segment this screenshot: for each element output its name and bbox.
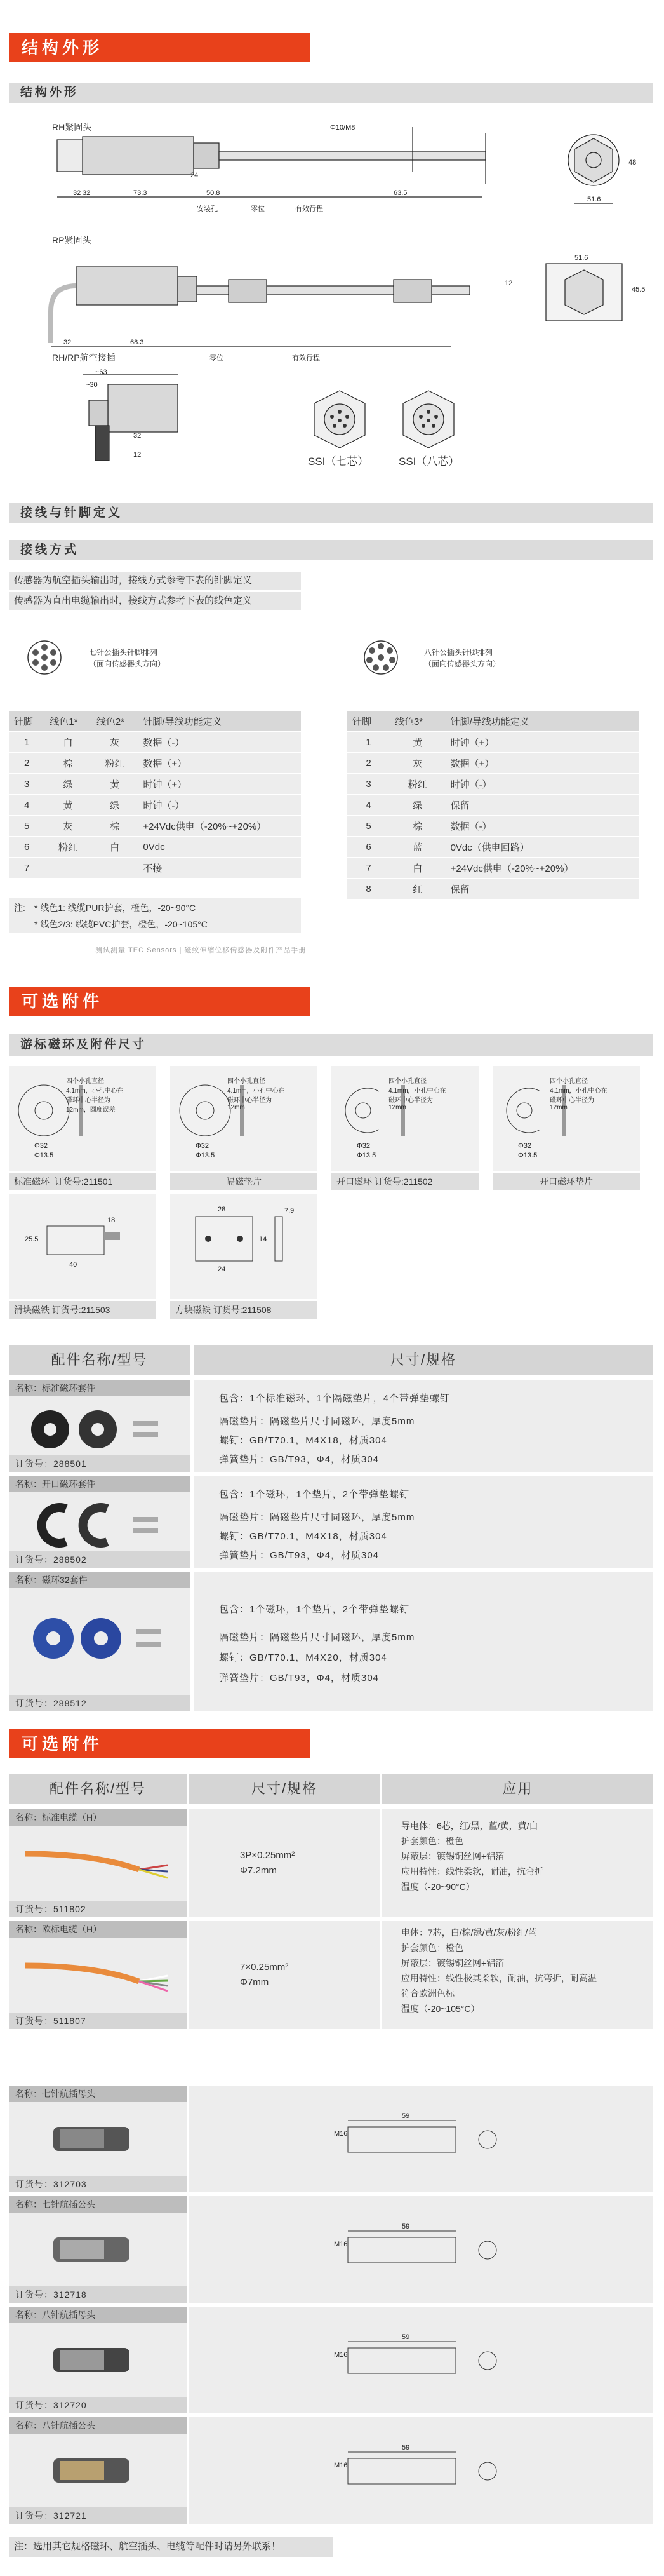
wiring-line2: 传感器为直出电缆输出时，接线方式参考下表的线色定义 — [9, 592, 301, 610]
connector-item-7m — [9, 2196, 187, 2303]
section-banner-accessories: 可选附件 — [9, 987, 310, 1016]
cell: 白 — [44, 732, 91, 753]
connector-drawing-8m — [189, 2417, 653, 2524]
seven-core-desc: 七针公插头针脚排列（面向传感器头方向） — [89, 648, 166, 668]
pin-notes — [9, 898, 301, 933]
dim-conn-12: 12 — [133, 451, 142, 459]
note2: * 线色2/3: 线缆PVC护套，橙色，-20~105°C — [34, 919, 208, 929]
kit-line: 弹簧垫片：GB/T93，Φ4，材质304 — [219, 1454, 380, 1465]
table-row — [347, 816, 639, 837]
page-footer: 测试测量 TEC Sensors | 磁致伸缩位移传感器及附件产品手册 — [95, 947, 307, 954]
magnet-slider-drawing — [9, 1194, 156, 1299]
dim: 28 — [218, 1206, 226, 1213]
kit-name: 名称：标准磁环套件 — [9, 1380, 190, 1396]
connector-8m-photo — [47, 2446, 149, 2497]
cell: 2 — [347, 753, 390, 774]
cell: 粉红 — [44, 837, 91, 858]
table-row — [9, 837, 301, 858]
rp-note-zero: 零位 — [209, 354, 223, 362]
cell: 绿 — [91, 795, 138, 816]
rh-note-zero: 零位 — [251, 205, 265, 213]
cell: 白 — [91, 837, 138, 858]
table-row — [9, 858, 301, 879]
dim: 18 — [107, 1217, 116, 1224]
cell: 7 — [9, 858, 44, 879]
cell: 时钟（+） — [138, 774, 301, 795]
cable-app-standard — [382, 1809, 653, 1917]
cable-size: 7×0.25mm² — [240, 1962, 289, 1972]
cable-app-euro — [382, 1921, 653, 2029]
kit-spec-32 — [194, 1572, 653, 1711]
connector-item-7f — [9, 2086, 187, 2192]
magnet-card-standard — [9, 1066, 156, 1193]
cable-app-line: 应用特性：线性柔软，耐油，抗弯折 — [401, 1866, 543, 1877]
dim-rh-24: 24 — [190, 172, 199, 179]
section-banner-outline: 结构外形 — [9, 33, 310, 62]
table-row — [347, 837, 639, 858]
magnet-spacer-drawing — [170, 1066, 317, 1171]
magnet-caption: 方块磁铁 订货号:211508 — [170, 1301, 317, 1319]
kit-line: 隔磁垫片：隔磁垫片尺寸同磁环，厚度5mm — [219, 1416, 415, 1427]
magnet-card-slider — [9, 1194, 156, 1321]
cell: 棕 — [44, 753, 91, 774]
ssi7-label: SSI（七芯） — [308, 455, 369, 468]
dim-rh-48: 48 — [628, 159, 637, 166]
cable-app-line: 温度（-20~105°C） — [401, 2004, 480, 2014]
kit-open-photo — [22, 1501, 180, 1549]
cell: 灰 — [44, 816, 91, 837]
dim: Φ32 — [357, 1142, 371, 1150]
cables-header-app: 应用 — [382, 1774, 653, 1804]
cell: +24Vdc供电（-20%~+20%） — [138, 816, 301, 837]
cell: 4 — [347, 795, 390, 816]
cell: 时钟（-） — [446, 774, 639, 795]
cable-code: 订货号：511807 — [9, 2013, 187, 2029]
table-row — [347, 774, 639, 795]
dim: Φ32 — [518, 1142, 532, 1150]
cell: 3 — [9, 774, 44, 795]
cable-app-line: 电体：7芯，白/棕/绿/黄/灰/粉红/蓝 — [401, 1927, 537, 1938]
cable-size-standard — [189, 1809, 380, 1917]
cell: 棕 — [390, 816, 446, 837]
col-header: 线色3* — [390, 711, 446, 732]
cell — [44, 858, 91, 879]
kit-line: 包含：1个磁环，1个垫片，2个带弹垫螺钉 — [219, 1489, 410, 1500]
dim: 14 — [259, 1236, 267, 1243]
cable-euro-photo — [18, 1946, 177, 2004]
kit-line: 包含：1个磁环，1个垫片，2个带弹垫螺钉 — [219, 1604, 410, 1615]
wiring-line1: 传感器为航空插头输出时，接线方式参考下表的针脚定义 — [9, 572, 301, 590]
connector-name: 名称：七针航插公头 — [9, 2196, 187, 2213]
kit-line: 弹簧垫片：GB/T93，Φ4，材质304 — [219, 1550, 380, 1561]
cable-app-line: 温度（-20~90°C） — [401, 1882, 475, 1892]
cell: 粉红 — [91, 753, 138, 774]
magnet-caption: 隔磁垫片 — [170, 1173, 317, 1190]
cell: +24Vdc供电（-20%~+20%） — [446, 858, 639, 879]
cell: 8 — [347, 879, 390, 900]
caption-text: 标准磁环 — [14, 1177, 50, 1187]
cable-code: 订货号：511802 — [9, 1901, 187, 1917]
cell: 7 — [347, 858, 390, 879]
dim-rh-32: 32 — [83, 189, 91, 197]
cable-item-standard — [9, 1809, 187, 1917]
table-row — [9, 774, 301, 795]
table-row — [9, 732, 301, 753]
dim: Φ32 — [196, 1142, 209, 1150]
dim-conn-30: ~30 — [86, 381, 98, 389]
magnet-caption: 开口磁环 订货号:211502 — [331, 1173, 479, 1190]
table-row — [347, 858, 639, 879]
cable-app-line: 应用特性：线性极其柔软，耐油，抗弯折，耐高温 — [401, 1973, 597, 1983]
kit-code: 订货号：288501 — [9, 1455, 190, 1472]
connector-7m-photo — [47, 2225, 149, 2276]
rp-drawing — [38, 241, 647, 362]
connector-code: 订货号：312720 — [9, 2397, 187, 2413]
magnet-note: 四个小孔直径4.1mm，小孔中心在磁环中心半径为12mm，圆度误差 — [66, 1078, 124, 1114]
table-row — [347, 795, 639, 816]
cell: 数据（+） — [138, 753, 301, 774]
eight-pin-table — [347, 711, 639, 900]
seven-pin-face-icon — [25, 638, 63, 677]
cell: 棕 — [91, 816, 138, 837]
dim-rh-73: 73.3 — [133, 189, 147, 197]
connector-name: 名称：七针航插母头 — [9, 2086, 187, 2102]
cell: 3 — [347, 774, 390, 795]
eight-core-desc: 八针公插头针脚排列（面向传感器头方向） — [424, 648, 501, 668]
cell: 0Vdc（供电回路） — [446, 837, 639, 858]
magnet-note: 四个小孔直径4.1mm，小孔中心在磁环中心半径为12mm — [388, 1078, 446, 1111]
kit-32-photo — [22, 1607, 180, 1670]
cell: 黄 — [390, 732, 446, 753]
cell: 4 — [9, 795, 44, 816]
cell: 数据（+） — [446, 753, 639, 774]
dim-rp-68: 68.3 — [130, 339, 144, 346]
cell: 蓝 — [390, 837, 446, 858]
kit-line: 隔磁垫片：隔磁垫片尺寸同磁环，厚度5mm — [219, 1512, 415, 1523]
dim-rh-m8: Φ10/M8 — [330, 124, 355, 131]
kit-standard-photo — [22, 1405, 180, 1453]
dim-rp-45: 45.5 — [632, 286, 646, 293]
rp-label: RP紧固头 — [52, 235, 91, 245]
col-header: 线色1* — [44, 711, 91, 732]
cable-size: Φ7mm — [240, 1977, 269, 1988]
connector-item-8f — [9, 2307, 187, 2413]
magnet-open-spacer-drawing — [493, 1066, 640, 1171]
dim: Φ13.5 — [357, 1152, 376, 1159]
cell: 黄 — [44, 795, 91, 816]
cell: 保留 — [446, 795, 639, 816]
kit-line: 隔磁垫片：隔磁垫片尺寸同磁环，厚度5mm — [219, 1632, 415, 1643]
wiring-sub-bar: 接线与针脚定义 — [9, 503, 653, 523]
magnet-note: 四个小孔直径4.1mm，小孔中心在磁环中心半径为12mm — [227, 1078, 285, 1111]
connector-code: 订货号：312703 — [9, 2176, 187, 2192]
cables-header-spec: 尺寸/规格 — [189, 1774, 380, 1804]
col-header: 针脚 — [9, 711, 44, 732]
dim-rp-12: 12 — [505, 280, 513, 287]
cell: 绿 — [44, 774, 91, 795]
cell: 保留 — [446, 879, 639, 900]
kit-line: 螺钉：GB/T70.1，M4X18，材质304 — [219, 1435, 387, 1446]
dim: M16 — [334, 2462, 348, 2469]
dim: 24 — [218, 1265, 226, 1273]
col-header: 针脚/导线功能定义 — [446, 711, 639, 732]
dim: 25.5 — [25, 1236, 39, 1243]
kit-code: 订货号：288502 — [9, 1551, 190, 1568]
cell: 时钟（-） — [138, 795, 301, 816]
cable-app-line: 护套颜色：橙色 — [401, 1836, 463, 1846]
dim-rh-50: 50.8 — [206, 189, 220, 197]
rhrp-label: RH/RP航空接插 — [52, 353, 116, 363]
cell: 不接 — [138, 858, 301, 879]
dim: 59 — [402, 2333, 410, 2341]
cell: 灰 — [91, 732, 138, 753]
dim-rp-51: 51.6 — [574, 254, 588, 262]
magnet-open-drawing — [331, 1066, 479, 1171]
dim: Φ13.5 — [196, 1152, 215, 1159]
magnet-card-open — [331, 1066, 479, 1193]
connector-drawing-7m — [189, 2196, 653, 2303]
magnet-card-open-spacer — [493, 1066, 640, 1193]
cell: 1 — [9, 732, 44, 753]
magnet-card-square — [170, 1194, 317, 1321]
ssi-face-drawings — [302, 388, 467, 457]
cell: 数据（-） — [446, 816, 639, 837]
cell: 白 — [390, 858, 446, 879]
table-header-row — [347, 711, 639, 732]
cell — [91, 858, 138, 879]
rp-note-stroke: 有效行程 — [292, 354, 320, 362]
connector-7m-drawing — [342, 2228, 507, 2279]
connector-8f-photo — [47, 2335, 149, 2386]
magnet-note: 四个小孔直径4.1mm，小孔中心在磁环中心半径为12mm — [550, 1078, 608, 1111]
dim-rp-32: 32 — [63, 339, 72, 346]
kit-code: 订货号：288512 — [9, 1695, 190, 1711]
rh-label: RH紧固头 — [52, 122, 92, 132]
magnet-card-spacer — [170, 1066, 317, 1193]
cable-size: Φ7.2mm — [240, 1865, 277, 1876]
dim-conn-63: ~63 — [95, 368, 107, 376]
kit-spec-open — [194, 1476, 653, 1568]
magnet-standard-drawing — [9, 1066, 156, 1171]
cable-name: 名称：欧标电缆（H） — [9, 1921, 187, 1938]
kit-line: 螺钉：GB/T70.1，M4X20，材质304 — [219, 1652, 387, 1663]
dim: 59 — [402, 2223, 410, 2230]
dim-rh-51: 51.6 — [587, 196, 601, 203]
cables-header-name: 配件名称/型号 — [9, 1774, 187, 1804]
rh-note-stroke: 有效行程 — [295, 205, 323, 213]
dim: M16 — [334, 2130, 348, 2138]
table-row — [9, 795, 301, 816]
connector-code: 订货号：312721 — [9, 2507, 187, 2524]
col-header: 针脚 — [347, 711, 390, 732]
connector-name: 名称：八针航插母头 — [9, 2307, 187, 2323]
seven-pin-table — [9, 711, 301, 879]
col-header: 针脚/导线功能定义 — [138, 711, 301, 732]
cell: 灰 — [390, 753, 446, 774]
connector-name: 名称：八针航插公头 — [9, 2417, 187, 2434]
cell: 1 — [347, 732, 390, 753]
dim-rh-63: 63.5 — [394, 189, 408, 197]
dim: 59 — [402, 2112, 410, 2120]
cell: 2 — [9, 753, 44, 774]
rh-note-mount: 安装孔 — [197, 205, 218, 213]
kit-line: 包含：1个标准磁环，1个隔磁垫片，4个带弹垫螺钉 — [219, 1393, 451, 1404]
section-banner-accessories-2: 可选附件 — [9, 1729, 310, 1758]
connector-7f-photo — [47, 2114, 149, 2165]
cable-app-line: 护套颜色：橙色 — [401, 1943, 463, 1953]
magnet-caption: 开口磁环垫片 — [493, 1173, 640, 1190]
note-label: 注: — [14, 903, 25, 913]
cell: 6 — [9, 837, 44, 858]
cell: 5 — [347, 816, 390, 837]
magnet-square-drawing — [170, 1194, 317, 1299]
table-row — [9, 753, 301, 774]
dim: 40 — [69, 1261, 77, 1269]
note1: * 线色1: 线缆PUR护套，橙色，-20~90°C — [34, 903, 196, 913]
cell: 粉红 — [390, 774, 446, 795]
dim: M16 — [334, 2241, 348, 2248]
table-row — [347, 879, 639, 900]
ssi8-label: SSI（八芯） — [399, 455, 460, 468]
cable-standard-photo — [18, 1835, 177, 1892]
kit-line: 螺钉：GB/T70.1，M4X18，材质304 — [219, 1531, 387, 1542]
connector-drawing-7f — [189, 2086, 653, 2192]
connector-8f-drawing — [342, 2338, 507, 2389]
connector-code: 订货号：312718 — [9, 2286, 187, 2303]
kit-line: 弹簧垫片：GB/T93，Φ4，材质304 — [219, 1673, 380, 1683]
dim-conn-32: 32 — [133, 432, 142, 440]
kit-item-open — [9, 1476, 190, 1568]
cable-app-line: 屏蔽层：镀锡铜丝网+铝箔 — [401, 1958, 505, 1968]
final-note: 注：选用其它规格磁环、航空插头、电缆等配件时请另外联系！ — [9, 2537, 333, 2557]
cable-size: 3P×0.25mm² — [240, 1850, 295, 1861]
kits-header-name: 配件名称/型号 — [9, 1345, 190, 1375]
cell: 时钟（+） — [446, 732, 639, 753]
cell: 红 — [390, 879, 446, 900]
cell: 绿 — [390, 795, 446, 816]
cable-size-euro — [189, 1921, 380, 2029]
dim: 7.9 — [284, 1207, 295, 1215]
cable-name: 名称：标准电缆（H） — [9, 1809, 187, 1826]
connector-item-8m — [9, 2417, 187, 2524]
outline-sub-bar: 结构外形 — [9, 83, 653, 103]
connector-7f-drawing — [342, 2117, 507, 2168]
kit-item-standard — [9, 1380, 190, 1472]
cable-item-euro — [9, 1921, 187, 2029]
kit-spec-standard — [194, 1380, 653, 1472]
dim: 59 — [402, 2444, 410, 2451]
dim: Φ32 — [34, 1142, 48, 1150]
eight-pin-face-icon — [362, 638, 400, 677]
cell: 0Vdc — [138, 837, 301, 858]
cell: 数据（-） — [138, 732, 301, 753]
connector-drawing-8f — [189, 2307, 653, 2413]
cell: 6 — [347, 837, 390, 858]
table-header-row — [9, 711, 301, 732]
magnet-caption: 滑块磁铁 订货号:211503 — [9, 1301, 156, 1319]
cell: 黄 — [91, 774, 138, 795]
cable-app-line: 屏蔽层：镀锡铜丝网+铝箔 — [401, 1851, 505, 1861]
dim: M16 — [334, 2351, 348, 2359]
table-row — [347, 732, 639, 753]
dim: Φ13.5 — [34, 1152, 54, 1159]
kit-item-32 — [9, 1572, 190, 1711]
caption-code: 订货号:211501 — [54, 1177, 113, 1187]
dim-rh-32: 32 — [73, 189, 81, 197]
cell: 5 — [9, 816, 44, 837]
magnet-caption — [9, 1173, 156, 1190]
magnet-sub-bar: 游标磁环及附件尺寸 — [9, 1034, 653, 1056]
connector-drawing — [63, 365, 190, 467]
table-row — [347, 753, 639, 774]
col-header: 线色2* — [91, 711, 138, 732]
wiring-method-bar: 接线方式 — [9, 540, 653, 560]
cable-app-line: 导电体：6芯，红/黑，蓝/黄，黄/白 — [401, 1821, 538, 1831]
kits-header-spec: 尺寸/规格 — [194, 1345, 653, 1375]
cable-app-line: 符合欧洲色标 — [401, 1988, 455, 1999]
dim: Φ13.5 — [518, 1152, 538, 1159]
kit-name: 名称：磁环32套件 — [9, 1572, 190, 1588]
connector-8m-drawing — [342, 2449, 507, 2500]
kit-name: 名称：开口磁环套件 — [9, 1476, 190, 1492]
table-row — [9, 816, 301, 837]
